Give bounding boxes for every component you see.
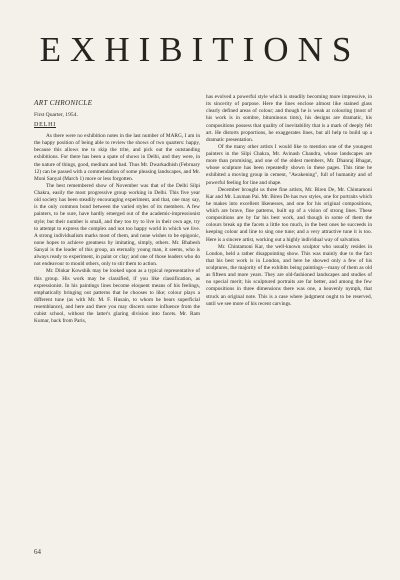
period-line: First Quarter, 1954. <box>34 112 78 118</box>
paragraph: As there were no exhibition notes in the last number of MARG, I am in the happy position of being able to review the shows of two quarters: happy, because this allows me to skip the trite, and pick out the outstanding exhibitions. For there has been a spate of shows in Delhi, and they were, in the nature of things, good, medium and bad. Thus Mr. Dwarkadhish (February 12) can be passed with a commendation of some pleasing landscapes, and Mr. Moni Sanyal (March 1) more or less forgotten. <box>34 133 200 182</box>
right-column <box>206 94 372 308</box>
section-heading: ART CHRONICLE <box>34 99 93 107</box>
left-column <box>34 99 200 325</box>
paragraph: has evolved a powerful style which is steadily becoming more impressive, in its sincerity of purpose. Here the lines enclose almost like stained glass clearly defined areas of colour; and though he is weak at colouring (most of his work is in sombre, bituminous tints), his designs are dramatic, his compositions possess that quality of inevitability that is a mark of deeply felt art. He distorts proportions, he exaggerates lines, but all help to build up a dramatic presentation. <box>206 94 372 143</box>
page-title: EXHIBITIONS <box>39 30 361 69</box>
paragraph: December brought us three fine artists, Mr. Biren De, Mr. Chintamoni Kar and Mr. Laxman Pai. Mr. Biren De has two styles, one for portraits which he makes into excellent likenesses, and one for his original compositions, which are brave, fine patterns, built up of a vision of strong lines. These compositions are by far his best work, and though in some of them the colours break up the facets a little too much, in the best ones he succeeds in keeping colour and line to sing one tune; and a very attractive tune it is too. Here is a sincere artist, working out a highly individual way of salvation. <box>206 186 372 243</box>
paragraph: Of the many other artists I would like to mention one of the youngest painters in the Silpi Chakra, Mr. Avinash Chandra, whose landscapes are more than promising, and one of the oldest members, Mr. Dhanraj Bhagat, whose sculpture has been repeatedly shown in these pages. This time he exhibited a moving group in cement, "Awakening", full of humanity and of powerful feeling for line and shape. <box>206 143 372 186</box>
paragraph: Mr. Chintamoni Kar, the well-known sculptor who usually resides in London, held a rather disappointing show. This was mainly due to the fact that his best work is in London, and here he showed only a few of his sculptures, the majority of the exhibits being paintings—many of them as old as fifteen and more years. They are old-fashioned landscapes and studies of no special merit; his sculptured portraits are far better, and among the few compositions in three dimensions there was one, a heavenly nymph, that struck an original note. This is a case where judgment ought to be reserved, until we see more of his recent carvings. <box>206 243 372 307</box>
paragraph: Mr. Dinkar Kowshik may be looked upon as a typical representative of this group. His work may be classified, if you like classification, as expressionist. In his paintings lines become eloquent means of his feelings, emphatically bringing out patterns that he chooses to like; colour plays a different tune (as with Mr. M. F. Husain, to whom he bears superficial resemblance), and here and there you may discern some influence from the cubist school, without the latter's glaring division into facets. Mr. Ram Kumar, back from Paris, <box>34 268 200 325</box>
paragraph: The best remembered show of November was that of the Delhi Silpi Chakra, easily the most progressive group working in Delhi. This five year old society has been steadily encouraging experiment, and that, one may say, is the only common bond between the varied styles of its members. A few painters, to be sure, have hardly emerged out of the academic-impressionist style; but their number is small, and they too try to live in their own age, try to attempt to express the complex and not too happy world in which we live. A strong individualism marks most of them, and none wishes to be epigonic, none hopes to achieve greatness by imitating, simply, others. Mr. Bhabesh Sanyal is the leader of this group, an eternally young man, it seems, who is always ready to experiment, in paint or clay; and one of those leaders who do not endeavour to mould others, only to stir them to action. <box>34 182 200 268</box>
page-number: 64 <box>34 548 41 556</box>
place-heading: DELHI <box>34 122 56 128</box>
